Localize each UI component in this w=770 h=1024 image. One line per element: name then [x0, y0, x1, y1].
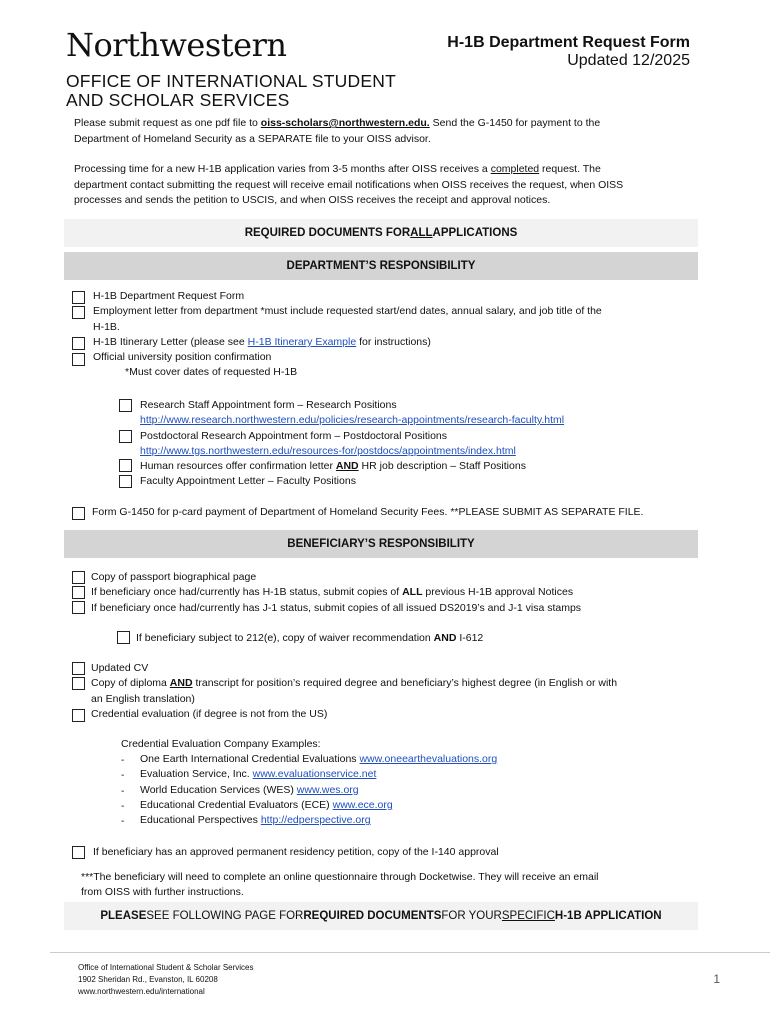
footer-address: [78, 962, 254, 998]
beneficiary-heading: BENEFICIARY’S RESPONSIBILITY: [64, 530, 698, 558]
checkbox-cv[interactable]: [72, 662, 85, 675]
checkbox-h1b-notices[interactable]: [72, 586, 85, 599]
list-bullet: -: [121, 786, 125, 797]
position-subitems: [140, 398, 700, 490]
sub-postdoc: Postdoctoral Research Appointment form – Postdoctoral Positions: [140, 429, 447, 442]
eval-company: Evaluation Service, Inc. www.evaluationservice.net: [140, 768, 377, 781]
item-passport: Copy of passport biographical page: [91, 571, 257, 583]
footer-street: 1902 Sheridan Rd., Evanston, IL 60208: [78, 975, 218, 984]
item-cv: Updated CV: [91, 662, 149, 674]
itinerary-example-link[interactable]: H-1B Itinerary Example: [247, 335, 357, 348]
eval-link[interactable]: www.ece.org: [332, 798, 393, 811]
list-bullet: -: [121, 755, 125, 766]
intro-text: Send the G-1450 for payment to the: [429, 117, 601, 129]
note-line: ***The beneficiary will need to complete an online questionnaire through Docketwise. They will receive an email: [81, 871, 599, 883]
footer-divider: [50, 952, 770, 953]
department-items: [93, 289, 703, 381]
item-employment-letter-cont: H-1B.: [93, 320, 120, 333]
item-j1-docs: If beneficiary once had/currently has J-1 status, submit copies of all issued DS2019’s and J-1 visa stamps: [91, 601, 582, 614]
sub-research-staff: Research Staff Appointment form – Research Positions: [140, 399, 397, 411]
postdoc-appointments-link[interactable]: http://www.tgs.northwestern.edu/resources-for/postdocs/appointments/index.html: [140, 444, 516, 457]
completed-word: completed: [490, 163, 540, 175]
list-bullet: -: [121, 801, 125, 812]
beneficiary-items-2: [91, 661, 706, 722]
item-i140: If beneficiary has an approved permanent residency petition, copy of the I-140 approval: [93, 846, 499, 858]
eval-link[interactable]: www.wes.org: [296, 783, 359, 796]
checkbox-i140[interactable]: [72, 846, 85, 859]
following-page-bar: PLEASE SEE FOLLOWING PAGE FOR REQUIRED DOCUMENTS FOR YOUR SPECIFIC H-1B APPLICATION: [64, 902, 698, 930]
sub-hr-offer: Human resources offer confirmation letter AND HR job description – Staff Positions: [140, 460, 526, 473]
note-line: from OISS with further instructions.: [81, 886, 244, 899]
eval-company: Educational Perspectives http://edperspective.org: [140, 814, 371, 827]
required-documents-bar: [64, 219, 698, 247]
item-position-confirmation: Official university position confirmation: [93, 351, 272, 364]
item-diploma-cont: an English translation): [91, 692, 195, 705]
intro-text: department contact submitting the request will receive email notifications when OISS receives the request, when OISS: [74, 178, 624, 191]
page-number: 1: [713, 972, 720, 986]
list-bullet: -: [121, 770, 125, 781]
footer-office: Office of International Student & Scholar Services: [78, 963, 254, 972]
office-line-1: OFFICE OF INTERNATIONAL STUDENT: [66, 71, 396, 91]
bar-text: REQUIRED DOCUMENTS FOR: [244, 227, 411, 239]
eval-company: Educational Credential Evaluators (ECE) www.ece.org: [140, 798, 393, 811]
department-heading: DEPARTMENT’S RESPONSIBILITY: [64, 252, 698, 280]
office-name: [66, 72, 396, 110]
sub-faculty-letter: Faculty Appointment Letter – Faculty Positions: [140, 475, 356, 488]
checkbox-research-staff[interactable]: [119, 399, 132, 412]
eval-company: World Education Services (WES) www.wes.org: [140, 783, 359, 796]
intro-text: request. The: [539, 163, 601, 175]
list-bullet: -: [121, 816, 125, 827]
checkbox-passport[interactable]: [72, 571, 85, 584]
form-title: H-1B Department Request Form: [447, 34, 690, 51]
research-faculty-link[interactable]: http://www.research.northwestern.edu/policies/research-appointments/research-faculty.html: [140, 414, 565, 427]
eval-link[interactable]: www.evaluationservice.net: [252, 768, 377, 781]
position-dates-note: *Must cover dates of requested H-1B: [125, 366, 298, 379]
checkbox-212e-waiver[interactable]: [117, 631, 130, 644]
all-word: ALL: [410, 227, 433, 239]
updated-date: Updated 12/2025: [567, 52, 690, 69]
intro-text: processes and sends the petition to USCIS, and when OISS receives the receipt and approval notices.: [74, 194, 551, 206]
intro-text: Please submit request as one pdf file to: [74, 117, 261, 129]
bar-text: APPLICATIONS: [432, 227, 518, 239]
northwestern-logo: Northwestern: [66, 26, 287, 64]
checkbox-employment-letter[interactable]: [72, 306, 85, 319]
checkbox-hr-offer[interactable]: [119, 459, 132, 472]
checkbox-itinerary-letter[interactable]: [72, 337, 85, 350]
item-212e-waiver: If beneficiary subject to 212(e), copy of waiver recommendation AND I-612: [136, 632, 484, 644]
item-employment-letter: Employment letter from department *must include requested start/end dates, annual salary, and job title of the: [93, 305, 602, 318]
checkbox-g1450[interactable]: [72, 507, 85, 520]
checkbox-faculty-letter[interactable]: [119, 475, 132, 488]
item-g1450: Form G-1450 for p-card payment of Department of Homeland Security Fees. **PLEASE SUBMIT AS SEPARATE FILE.: [92, 506, 644, 518]
office-line-2: AND SCHOLAR SERVICES: [66, 90, 290, 110]
intro-text: Department of Homeland Security as a SEPARATE file to your OISS advisor.: [74, 132, 431, 145]
credential-eval-heading: Credential Evaluation Company Examples:: [121, 738, 321, 750]
beneficiary-items-1: [91, 570, 711, 616]
item-itinerary-letter: H-1B Itinerary Letter (please see H-1B Itinerary Example for instructions): [93, 335, 431, 348]
item-h1b-notices: If beneficiary once had/currently has H-1B status, submit copies of ALL previous H-1B approval Notices: [91, 586, 574, 599]
checkbox-dept-request-form[interactable]: [72, 291, 85, 304]
checkbox-credential-eval[interactable]: [72, 709, 85, 722]
credential-eval-list: [140, 752, 660, 828]
checkbox-j1-docs[interactable]: [72, 601, 85, 614]
submit-email-link[interactable]: oiss-scholars@northwestern.edu.: [260, 117, 430, 129]
intro-text: Processing time for a new H-1B application varies from 3-5 months after OISS receives a: [74, 163, 491, 175]
docketwise-note: [81, 870, 701, 901]
item-credential-eval: Credential evaluation (if degree is not from the US): [91, 707, 328, 720]
item-diploma: Copy of diploma AND transcript for position’s required degree and beneficiary’s highest degree (in English or with: [91, 677, 618, 690]
item-dept-request-form: H-1B Department Request Form: [93, 290, 245, 302]
checkbox-postdoc[interactable]: [119, 430, 132, 443]
intro-paragraph-1: [74, 116, 704, 147]
eval-company: One Earth International Credential Evaluations www.oneearthevaluations.org: [140, 753, 498, 765]
footer-website[interactable]: www.northwestern.edu/international: [78, 987, 205, 996]
intro-paragraph-2: [74, 162, 704, 209]
checkbox-diploma[interactable]: [72, 677, 85, 690]
eval-link[interactable]: http://edperspective.org: [260, 814, 371, 827]
checkbox-position-confirmation[interactable]: [72, 353, 85, 366]
eval-link[interactable]: www.oneearthevaluations.org: [359, 753, 498, 765]
